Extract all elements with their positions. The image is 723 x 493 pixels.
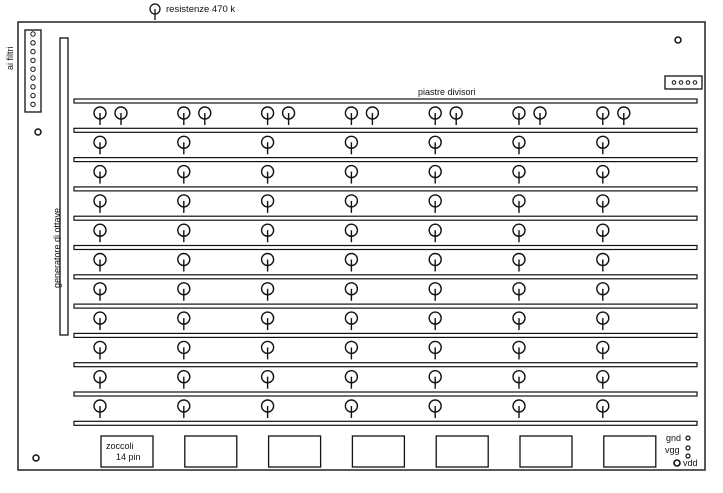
resistor-icon [178, 400, 190, 418]
resistor-icon [513, 166, 525, 184]
resistor-icon [513, 371, 525, 389]
resistor-icon [513, 341, 525, 359]
resistor-icon [597, 254, 609, 272]
resistor-icon [345, 195, 357, 213]
connector-pin-icon [31, 41, 35, 45]
ic-socket-box [436, 436, 488, 467]
divider-plate [74, 363, 697, 367]
legend-resistor-icon [150, 4, 160, 20]
resistor-icon [178, 136, 190, 154]
resistor-icon [345, 224, 357, 242]
resistor-icon [429, 371, 441, 389]
connector-pin-icon [31, 76, 35, 80]
resistor-icon [345, 107, 357, 125]
ic-socket-box [352, 436, 404, 467]
resistor-icon [262, 166, 274, 184]
resistor-icon [513, 312, 525, 330]
resistor-icon [94, 166, 106, 184]
connector-pin-icon [31, 49, 35, 53]
mounting-hole [33, 455, 39, 461]
resistor-icon [178, 371, 190, 389]
gnd-label: gnd [666, 433, 682, 443]
resistor-icon [345, 283, 357, 301]
resistor-icon [597, 312, 609, 330]
ic-socket-box [269, 436, 321, 467]
resistor-icon [178, 254, 190, 272]
resistor-icon [597, 224, 609, 242]
resistor-icon [94, 283, 106, 301]
resistor-icon [262, 254, 274, 272]
connector-pin-icon [31, 85, 35, 89]
divider-plate [74, 304, 697, 308]
resistor-icon [262, 107, 274, 125]
resistor-icon [94, 254, 106, 272]
resistor-icon [366, 107, 378, 125]
resistor-icon [178, 283, 190, 301]
resistor-icon [513, 224, 525, 242]
resistor-icon [597, 283, 609, 301]
connector-pin-icon [31, 32, 35, 36]
resistor-icon [262, 371, 274, 389]
mounting-hole [675, 37, 681, 43]
resistor-icon [597, 341, 609, 359]
resistor-icon [429, 254, 441, 272]
socket-boxes [101, 436, 656, 467]
resistor-icon [178, 166, 190, 184]
resistor-icon [94, 312, 106, 330]
resistor-icon [618, 107, 630, 125]
sockets-pin-label: 14 pin [116, 452, 141, 462]
resistor-icon [513, 136, 525, 154]
resistor-icon [262, 312, 274, 330]
resistor-icon [178, 107, 190, 125]
filters-label: ai filtri [5, 46, 15, 70]
resistor-icon [429, 224, 441, 242]
resistor-icon [429, 341, 441, 359]
resistor-icon [597, 136, 609, 154]
connector-pin-icon [31, 67, 35, 71]
resistor-icon [94, 400, 106, 418]
resistor-icon [597, 371, 609, 389]
header-pin-icon [693, 81, 697, 85]
resistor-icon [262, 400, 274, 418]
mounting-hole [35, 129, 41, 135]
resistor-icon [178, 224, 190, 242]
resistor-icon [597, 195, 609, 213]
resistor-icon [534, 107, 546, 125]
resistor-array [94, 107, 630, 418]
resistor-icon [429, 312, 441, 330]
vgg-pad-icon [686, 446, 690, 450]
resistor-legend-label: resistenze 470 k [166, 4, 236, 15]
resistor-icon [513, 400, 525, 418]
resistor-icon [345, 136, 357, 154]
resistor-icon [513, 195, 525, 213]
connector-pin-icon [31, 102, 35, 106]
resistor-icon [94, 224, 106, 242]
ic-socket-box [185, 436, 237, 467]
octave-generator-plate [60, 38, 68, 335]
resistor-icon [429, 136, 441, 154]
resistor-icon [597, 107, 609, 125]
resistor-icon [283, 107, 295, 125]
connector-pin-icon [31, 93, 35, 97]
resistor-icon [94, 371, 106, 389]
resistor-icon [262, 341, 274, 359]
gnd-pad-icon [686, 436, 690, 440]
resistor-icon [597, 400, 609, 418]
divider-plate [74, 216, 697, 220]
vdd-pad-icon [674, 460, 680, 466]
resistor-icon [262, 224, 274, 242]
resistor-icon [513, 107, 525, 125]
divider-plate [74, 421, 697, 425]
resistor-icon [94, 107, 106, 125]
resistor-icon [513, 254, 525, 272]
resistor-icon [429, 107, 441, 125]
resistor-icon [429, 166, 441, 184]
resistor-icon [513, 283, 525, 301]
resistor-icon [345, 166, 357, 184]
sockets-label: zoccoli [106, 441, 134, 451]
resistor-icon [345, 400, 357, 418]
resistor-icon [115, 107, 127, 125]
resistor-icon [94, 136, 106, 154]
resistor-icon [94, 341, 106, 359]
divider-plate [74, 392, 697, 396]
resistor-icon [178, 312, 190, 330]
divider-plate [74, 128, 697, 132]
filter-connector-pins [31, 32, 35, 107]
resistor-icon [262, 195, 274, 213]
divider-plate [74, 275, 697, 279]
divider-plate [74, 158, 697, 162]
resistor-icon [199, 107, 211, 125]
resistor-icon [178, 195, 190, 213]
divider-plate [74, 99, 697, 103]
resistor-icon [429, 195, 441, 213]
resistor-icon [429, 283, 441, 301]
resistor-icon [597, 166, 609, 184]
resistor-icon [345, 371, 357, 389]
divider-plate [74, 333, 697, 337]
resistor-icon [262, 136, 274, 154]
ic-socket-box [520, 436, 572, 467]
resistor-icon [345, 312, 357, 330]
resistor-icon [429, 400, 441, 418]
resistor-icon [345, 254, 357, 272]
header-pin-icon [672, 81, 676, 85]
resistor-icon [178, 341, 190, 359]
resistor-icon [450, 107, 462, 125]
header-pin-icon [679, 81, 683, 85]
resistor-icon [345, 341, 357, 359]
resistor-icon [262, 283, 274, 301]
octave-generator-label: generatore di ottave [52, 207, 62, 288]
connector-pin-icon [31, 58, 35, 62]
divider-plates-label: piastre divisori [418, 87, 476, 97]
divider-plate [74, 187, 697, 191]
header-pin-icon [686, 81, 690, 85]
vgg-label: vgg [665, 445, 680, 455]
ic-socket-box [604, 436, 656, 467]
resistor-icon [94, 195, 106, 213]
vdd-label: vdd [683, 458, 698, 468]
divider-plate [74, 246, 697, 250]
